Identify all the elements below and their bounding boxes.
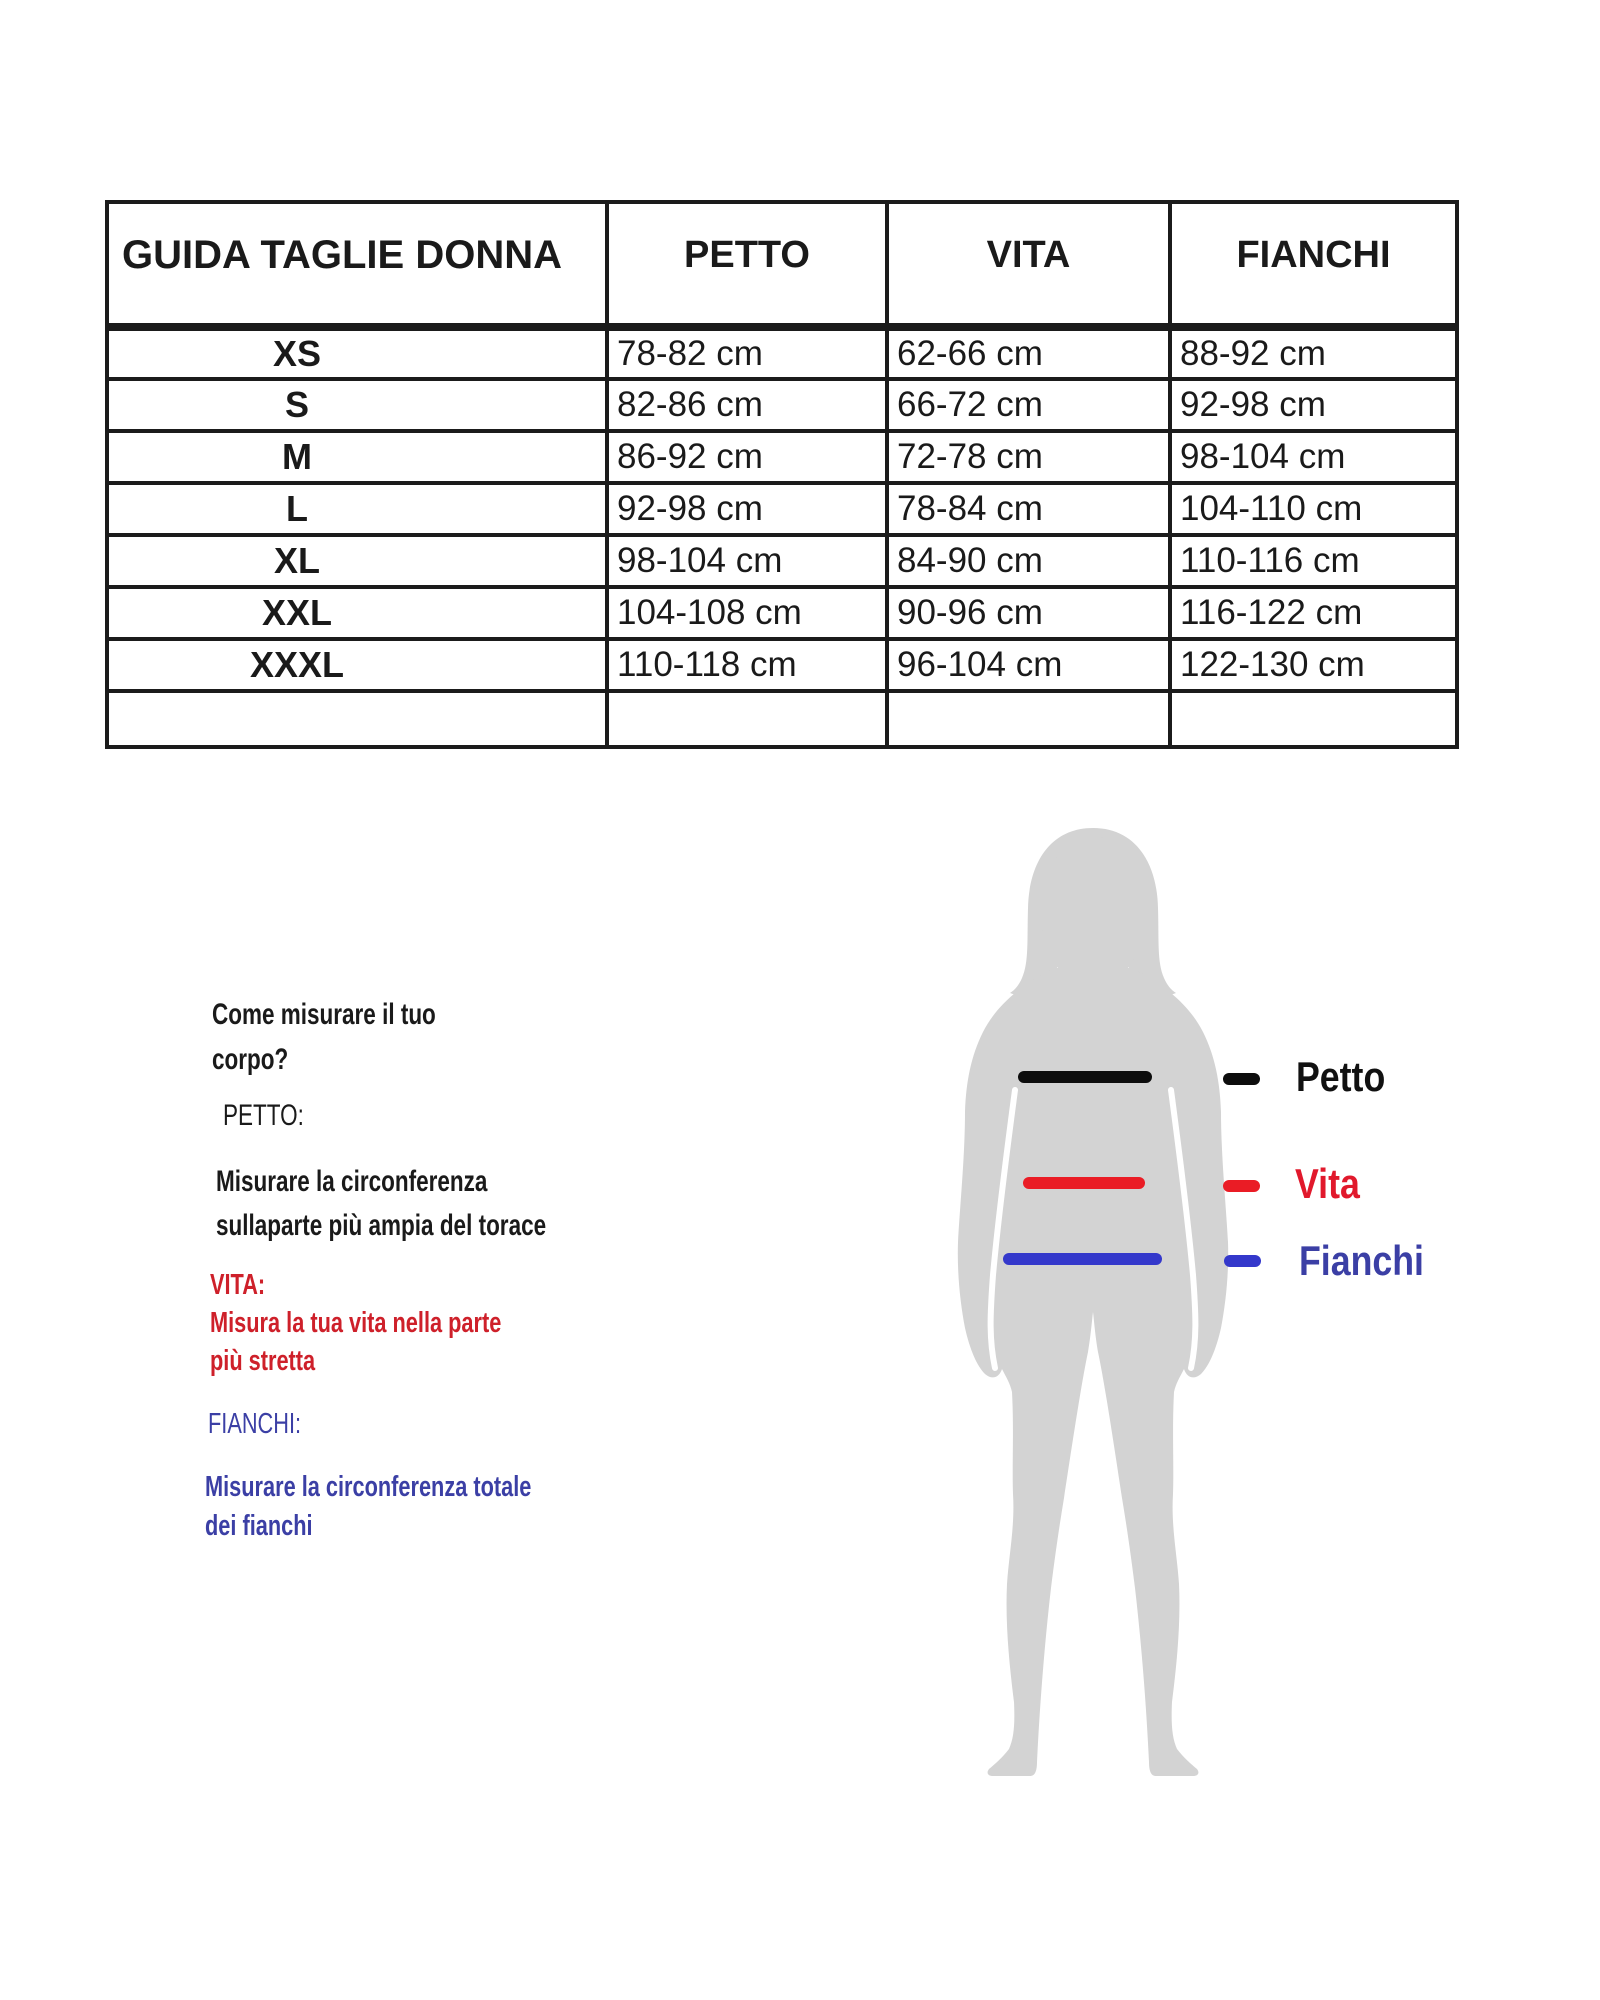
table-title: GUIDA TAGLIE DONNA (107, 202, 607, 327)
table-row (107, 587, 1457, 639)
legend-label-vita: Vita (1295, 1160, 1360, 1207)
size-label: XXL (107, 587, 607, 639)
table-row-empty (107, 691, 1457, 747)
fianchi-dash-icon (1224, 1255, 1261, 1267)
table-row (107, 431, 1457, 483)
petto-value: 78-82 cm (607, 327, 887, 379)
intro-line-1: Come misurare il tuo (212, 998, 436, 1031)
fianchi-line-2: dei fianchi (205, 1510, 313, 1542)
vita-value: 90-96 cm (887, 587, 1170, 639)
fianchi-line-1: Misurare la circonferenza totale (205, 1471, 532, 1503)
legend-label-fianchi: Fianchi (1299, 1237, 1424, 1284)
vita-heading: VITA: (210, 1269, 266, 1301)
size-label: L (107, 483, 607, 535)
vita-dash-icon (1223, 1180, 1260, 1192)
legend-label-petto: Petto (1296, 1053, 1386, 1100)
body-shape (958, 968, 1228, 1776)
woman-silhouette (925, 820, 1265, 1790)
vita-line-2: più stretta (210, 1345, 316, 1377)
fianchi-value (1170, 691, 1457, 747)
petto-value: 98-104 cm (607, 535, 887, 587)
petto-value: 82-86 cm (607, 379, 887, 431)
size-label: M (107, 431, 607, 483)
petto-value: 92-98 cm (607, 483, 887, 535)
petto-heading: PETTO: (223, 1099, 304, 1132)
petto-instructions (216, 1160, 546, 1248)
petto-dash-icon (1223, 1073, 1260, 1085)
waist-line (1023, 1177, 1145, 1189)
table-row (107, 639, 1457, 691)
petto-value: 110-118 cm (607, 639, 887, 691)
fianchi-instructions (205, 1468, 531, 1546)
hip-line (1003, 1253, 1162, 1265)
header-fianchi: FIANCHI (1170, 202, 1457, 327)
how-to-measure-title (212, 992, 436, 1082)
fianchi-value: 122-130 cm (1170, 639, 1457, 691)
vita-value: 84-90 cm (887, 535, 1170, 587)
size-label (107, 691, 607, 747)
fianchi-value: 104-110 cm (1170, 483, 1457, 535)
petto-value: 86-92 cm (607, 431, 887, 483)
petto-line-2: sullaparte più ampia del torace (216, 1209, 547, 1242)
table-row (107, 535, 1457, 587)
size-label: XXXL (107, 639, 607, 691)
size-guide-table (105, 200, 1459, 749)
fianchi-value: 110-116 cm (1170, 535, 1457, 587)
vita-line-1: Misura la tua vita nella parte (210, 1307, 502, 1339)
vita-instructions (210, 1266, 501, 1380)
intro-line-2: corpo? (212, 1043, 289, 1076)
header-vita: VITA (887, 202, 1170, 327)
size-label: XS (107, 327, 607, 379)
fianchi-value: 98-104 cm (1170, 431, 1457, 483)
size-label: XL (107, 535, 607, 587)
vita-value: 62-66 cm (887, 327, 1170, 379)
table-header-row (107, 202, 1457, 327)
vita-value: 66-72 cm (887, 379, 1170, 431)
vita-value (887, 691, 1170, 747)
table-row (107, 327, 1457, 379)
chest-line (1018, 1071, 1152, 1083)
petto-value: 104-108 cm (607, 587, 887, 639)
fianchi-value: 116-122 cm (1170, 587, 1457, 639)
vita-value: 96-104 cm (887, 639, 1170, 691)
vita-value: 78-84 cm (887, 483, 1170, 535)
table-row (107, 379, 1457, 431)
header-petto: PETTO (607, 202, 887, 327)
petto-value (607, 691, 887, 747)
fianchi-value: 88-92 cm (1170, 327, 1457, 379)
size-label: S (107, 379, 607, 431)
fianchi-value: 92-98 cm (1170, 379, 1457, 431)
petto-line-1: Misurare la circonferenza (216, 1165, 488, 1198)
table-row (107, 483, 1457, 535)
fianchi-heading: FIANCHI: (208, 1408, 302, 1440)
vita-value: 72-78 cm (887, 431, 1170, 483)
